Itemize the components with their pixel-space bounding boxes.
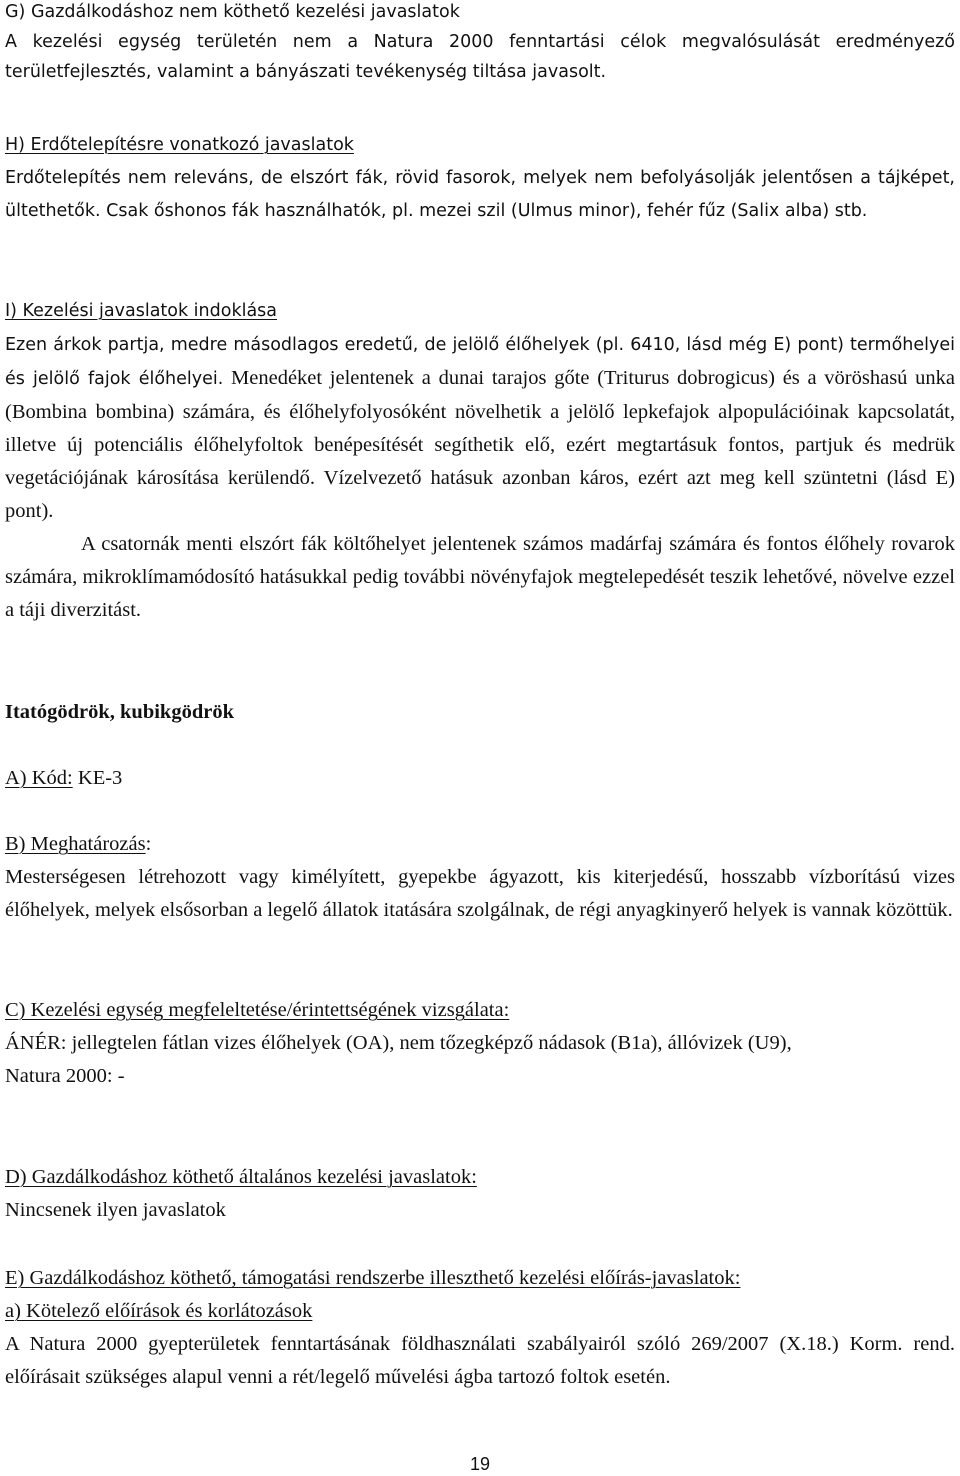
section-title: Itatógödrök, kubikgödrök <box>5 701 234 723</box>
section-i-text-part1: Ezen árkok partja, medre másodlagos eredetű, de jelölő élőhelyek (pl. 6410, lásd még E) pont) termőhelyei és jelölő fajok élőhelyei. <box>5 335 955 389</box>
section-g <box>5 0 955 87</box>
section-b-text: Mesterségesen létrehozott vagy kimélyített, gyepekbe ágyazott, kis kiterjedésű, hosszabb vízborítású vizes élőhelyek, melyek elsősorban a legelő állatok itatására szolgálnak, de régi anyagkinyerő helyek is vannak közöttük. <box>5 866 955 921</box>
section-i-text2: A csatornák menti elszórt fák költőhelyet jelentenek számos madárfaj számára és fontos élőhely rovarok számára, mikroklímamódosító hatásukkal pedig további növényfajok megtelepedését teszik lehetővé, növelve ezzel a táji diverzitást. <box>5 533 955 621</box>
section-h <box>5 129 955 228</box>
section-h-text: Erdőtelepítés nem releváns, de elszórt fák, rövid fasorok, melyek nem befolyásolják jelentősen a tájképet, ültethetők. Csak őshonos fák használhatók, pl. mezei szil (Ulmus minor), fehér fűz (Salix alba) stb. <box>5 168 955 221</box>
section-i <box>5 295 955 627</box>
section-h-heading: H) Erdőtelepítésre vonatkozó javaslatok <box>5 135 354 155</box>
section-d-text: Nincsenek ilyen javaslatok <box>5 1199 226 1221</box>
section-i-text <box>5 328 955 528</box>
section-a-label: A) Kód: <box>5 767 73 789</box>
section-g-heading: G) Gazdálkodáshoz nem köthető kezelési javaslatok <box>5 2 460 22</box>
section-a-value: KE-3 <box>72 767 123 789</box>
section-c-natura: Natura 2000: - <box>5 1065 125 1087</box>
section-c-heading: C) Kezelési egység megfeleltetése/érintettségének vizsgálata: <box>5 999 510 1021</box>
section-e-heading: E) Gazdálkodáshoz köthető, támogatási rendszerbe illeszthető kezelési előírás-javaslatok: <box>5 1267 741 1289</box>
section-b-label: B) Meghatározás <box>5 833 146 855</box>
section-a <box>5 762 122 795</box>
section-e <box>5 1262 955 1394</box>
section-i-heading: I) Kezelési javaslatok indoklása <box>5 301 278 321</box>
section-i-text-part2: Menedéket jelentenek a dunai tarajos gőte (Triturus dobrogicus) és a vöröshasú unka (Bombina bombina) számára, és élőhelyfolyosóként növelhetik a jelölő lepkefajok alpopulációinak kapcsolatát, illetve új potenciális élőhelyfoltok benépesítését segíthetik elő, ezért megtartásuk fontos, partjuk és medrük vegetációjának károsítása kerülendő. Vízelvezető hatásuk azonban káros, ezért azt meg kell szüntetni (lásd E) pont). <box>5 367 956 522</box>
page-number: 19 <box>469 1454 491 1474</box>
section-d <box>5 1161 955 1227</box>
section-g-text: A kezelési egység területén nem a Natura 2000 fenntartási célok megvalósulását eredményező területfejlesztés, valamint a bányászati tevékenység tiltása javasolt. <box>5 32 955 82</box>
section-b-colon: : <box>145 833 152 855</box>
section-b-heading <box>5 828 955 861</box>
section-c-aner: ÁNÉR: jellegtelen fátlan vizes élőhelyek (OA), nem tőzegképző nádasok (B1a), állóvizek (U9), <box>5 1032 792 1054</box>
section-e-subheading: a) Kötelező előírások és korlátozások <box>5 1300 313 1322</box>
section-d-heading: D) Gazdálkodáshoz köthető általános kezelési javaslatok: <box>5 1166 477 1188</box>
section-c <box>5 994 955 1093</box>
section-e-text: A Natura 2000 gyepterületek fenntartásának földhasználati szabályairól szóló 269/2007 (X.18.) Korm. rend. előírásait szükséges alapul venni a rét/legelő művelési ágba tartozó foltok esetén. <box>5 1333 955 1388</box>
section-b <box>5 828 955 927</box>
